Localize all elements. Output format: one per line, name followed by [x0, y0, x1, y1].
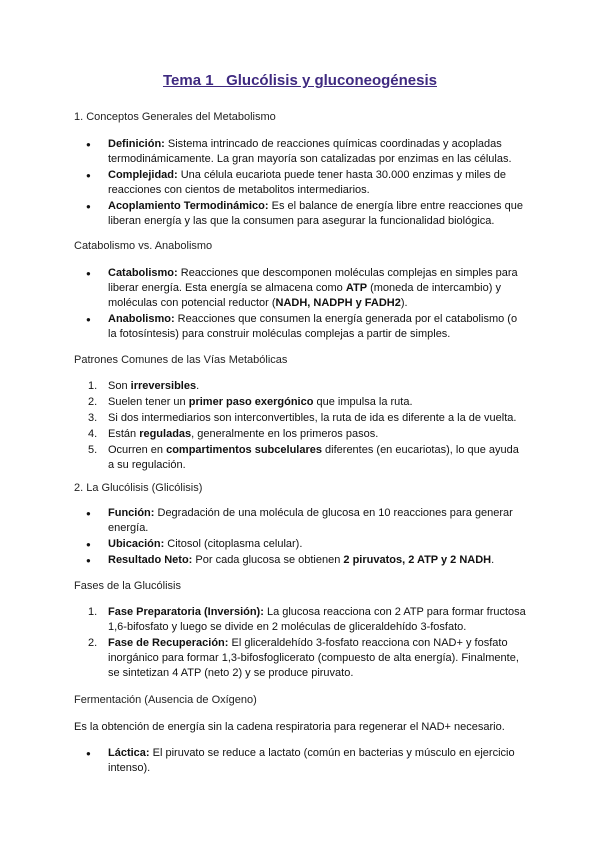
- list-item: [88, 395, 528, 410]
- list-item: [88, 605, 528, 635]
- item-text: Por cada glucosa se obtienen: [192, 554, 344, 566]
- item-bold: 2 piruvatos, 2 ATP y 2 NADH: [343, 554, 492, 566]
- item-text: que impulsa la ruta.: [313, 396, 413, 408]
- item-text: La glucosa reacciona con 2 ATP para formar fructosa 1,6-bifosfato y luego se divide en 2 moléculas de gliceraldehído 3-fosfato.: [108, 606, 526, 633]
- item-text: diferentes (en eucariotas), lo que ayuda a su regulación.: [108, 444, 519, 471]
- section-heading-glucolisis: 2. La Glucólisis (Glicólisis): [74, 482, 203, 494]
- bullet-list-conceptos: [108, 137, 528, 230]
- list-item: [108, 199, 528, 229]
- item-number: 1.: [88, 380, 98, 392]
- item-text: (moneda de intercambio) y moléculas con potencial reductor (: [108, 282, 501, 309]
- list-item: [108, 537, 528, 552]
- item-label: Catabolismo:: [108, 267, 178, 279]
- section-heading-catabolismo: Catabolismo vs. Anabolismo: [74, 240, 213, 252]
- section-heading-fases: Fases de la Glucólisis: [74, 580, 181, 592]
- list-item: [108, 168, 528, 198]
- list-item: [108, 746, 528, 776]
- item-label: Resultado Neto:: [108, 554, 193, 566]
- list-item: [108, 312, 528, 342]
- title-text: Tema 1_ Glucólisis y gluconeogénesis: [163, 72, 437, 89]
- item-bold: primer paso exergónico: [188, 396, 314, 408]
- item-text: Si dos intermediarios son interconvertibles, la ruta de ida es diferente a la de vuelta.: [108, 412, 517, 424]
- item-text: Ocurren en: [108, 444, 167, 456]
- document-title: [0, 72, 600, 90]
- item-bold: NADH, NADPH y FADH2: [275, 297, 401, 309]
- item-label: Función:: [108, 507, 155, 519]
- list-item: [88, 636, 528, 681]
- item-text: .: [196, 380, 200, 392]
- item-label: Anabolismo:: [108, 313, 175, 325]
- list-item: [88, 411, 528, 426]
- item-text: Reacciones que consumen la energía generada por el catabolismo (o la fotosíntesis) para construir moléculas complejas a partir de simples.: [108, 313, 518, 340]
- numbered-list-fases: [88, 605, 528, 682]
- section-heading-conceptos: 1. Conceptos Generales del Metabolismo: [74, 111, 276, 123]
- item-number: 2.: [88, 637, 98, 649]
- list-item: [108, 506, 528, 536]
- item-number: 3.: [88, 412, 98, 424]
- item-text: , generalmente en los primeros pasos.: [191, 428, 379, 440]
- item-number: 2.: [88, 396, 98, 408]
- list-item: [108, 266, 528, 311]
- item-label: Acoplamiento Termodinámico:: [108, 200, 269, 212]
- section-heading-fermentacion: Fermentación (Ausencia de Oxígeno): [74, 694, 257, 706]
- numbered-list-patrones: [88, 379, 528, 474]
- item-text: Es el balance de energía libre entre reacciones que liberan energía y las que la consumen para asegurar la funcionalidad biológica.: [108, 200, 523, 227]
- item-text: Son: [108, 380, 131, 392]
- item-number: 4.: [88, 428, 98, 440]
- item-text: Citosol (citoplasma celular).: [164, 538, 303, 550]
- list-item: [88, 427, 528, 442]
- list-item: [88, 379, 528, 394]
- item-number: 5.: [88, 444, 98, 456]
- item-text: Sistema intrincado de reacciones químicas coordinadas y acopladas termodinámicamente. La gran mayoría son catalizadas por enzimas en las células.: [108, 138, 512, 165]
- list-item: [108, 137, 528, 167]
- item-label: Láctica:: [108, 747, 150, 759]
- item-text: El gliceraldehído 3-fosfato reacciona con NAD+ y fosfato inorgánico para formar 1,3-bifosfoglicerato (compuesto de alta energía). Finalmente, se sintetizan 4 ATP (neto 2) y se produce piruvato.: [108, 637, 519, 679]
- bullet-list-glucolisis: [108, 506, 528, 569]
- list-item: [88, 443, 528, 473]
- item-label: Complejidad:: [108, 169, 178, 181]
- section-heading-patrones: Patrones Comunes de las Vías Metabólicas: [74, 354, 288, 366]
- item-bold: reguladas: [139, 428, 192, 440]
- bullet-list-fermentacion: [108, 746, 528, 777]
- bullet-list-catabolismo: [108, 266, 528, 343]
- item-number: 1.: [88, 606, 98, 618]
- list-item: [108, 553, 528, 568]
- item-text: Reacciones que descomponen moléculas complejas en simples para liberar energía. Esta energía se almacena como: [108, 267, 518, 294]
- item-text: Una célula eucariota puede tener hasta 30.000 enzimas y miles de reacciones con cientos de metabolitos intermediarios.: [108, 169, 507, 196]
- item-text: Están: [108, 428, 140, 440]
- item-bold: irreversibles: [130, 380, 197, 392]
- item-label: Definición:: [108, 138, 165, 150]
- item-text: ).: [400, 297, 408, 309]
- item-text: .: [491, 554, 495, 566]
- item-bold: ATP: [345, 282, 368, 294]
- item-text: El piruvato se reduce a lactato (común en bacterias y músculo en ejercicio intenso).: [108, 747, 515, 774]
- item-label: Fase Preparatoria (Inversión):: [108, 606, 264, 618]
- fermentacion-paragraph: Es la obtención de energía sin la cadena respiratoria para regenerar el NAD+ necesario.: [74, 721, 505, 733]
- item-bold: compartimentos subcelulares: [166, 444, 322, 456]
- item-label: Fase de Recuperación:: [108, 637, 229, 649]
- item-text: Suelen tener un: [108, 396, 189, 408]
- item-text: Degradación de una molécula de glucosa en 10 reacciones para generar energía.: [108, 507, 513, 534]
- item-label: Ubicación:: [108, 538, 165, 550]
